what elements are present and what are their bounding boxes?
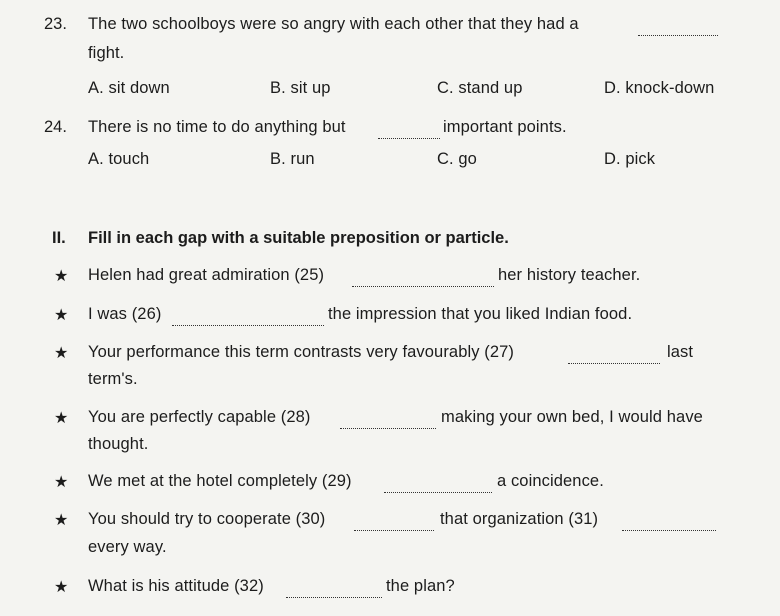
item-text: Helen had great admiration (25) (88, 266, 325, 284)
star-bullet-icon: ★ (54, 512, 69, 529)
item-text-wrap: every way. (88, 538, 167, 556)
item-text-cont: a coincidence. (497, 472, 604, 490)
item-text: We met at the hotel completely (29) (88, 472, 352, 490)
item-text-wrap: term's. (88, 370, 138, 388)
question-number: 24. (44, 118, 67, 136)
question-number: 23. (44, 15, 67, 33)
item-text: You should try to cooperate (30) (88, 510, 326, 528)
answer-blank[interactable] (354, 516, 434, 531)
item-text: I was (26) (88, 305, 162, 323)
answer-blank[interactable] (384, 478, 492, 493)
item-text-cont: making your own bed, I would have (441, 408, 703, 426)
answer-blank[interactable] (340, 414, 436, 429)
item-text-cont: the impression that you liked Indian food. (328, 305, 633, 323)
option-b[interactable]: B. sit up (270, 79, 331, 97)
item-text: You are perfectly capable (28) (88, 408, 311, 426)
answer-blank[interactable] (352, 272, 494, 287)
question-text-cont: important points. (443, 118, 567, 136)
answer-blank[interactable] (638, 21, 718, 36)
answer-blank[interactable] (378, 124, 440, 139)
option-d[interactable]: D. knock-down (604, 79, 715, 97)
item-text: What is his attitude (32) (88, 577, 264, 595)
star-bullet-icon: ★ (54, 579, 69, 596)
option-c[interactable]: C. stand up (437, 79, 523, 97)
star-bullet-icon: ★ (54, 410, 69, 427)
item-text-cont: last (667, 343, 694, 361)
section-title: Fill in each gap with a suitable preposition or particle. (88, 229, 509, 247)
item-text-cont: that organization (31) (440, 510, 599, 528)
star-bullet-icon: ★ (54, 307, 69, 324)
answer-blank[interactable] (622, 516, 716, 531)
option-a[interactable]: A. touch (88, 150, 150, 168)
answer-blank[interactable] (172, 311, 324, 326)
star-bullet-icon: ★ (54, 345, 69, 362)
item-text-cont: her history teacher. (498, 266, 641, 284)
section-numeral: II. (52, 229, 66, 247)
question-text: The two schoolboys were so angry with each other that they had a (88, 15, 579, 33)
option-c[interactable]: C. go (437, 150, 477, 168)
answer-blank[interactable] (286, 583, 382, 598)
answer-blank[interactable] (568, 349, 660, 364)
item-text-wrap: thought. (88, 435, 149, 453)
option-d[interactable]: D. pick (604, 150, 656, 168)
option-b[interactable]: B. run (270, 150, 315, 168)
question-text: There is no time to do anything but (88, 118, 346, 136)
option-a[interactable]: A. sit down (88, 79, 170, 97)
star-bullet-icon: ★ (54, 268, 69, 285)
star-bullet-icon: ★ (54, 474, 69, 491)
item-text-cont: the plan? (386, 577, 455, 595)
item-text: Your performance this term contrasts very favourably (27) (88, 343, 515, 361)
question-text-cont: fight. (88, 44, 125, 62)
